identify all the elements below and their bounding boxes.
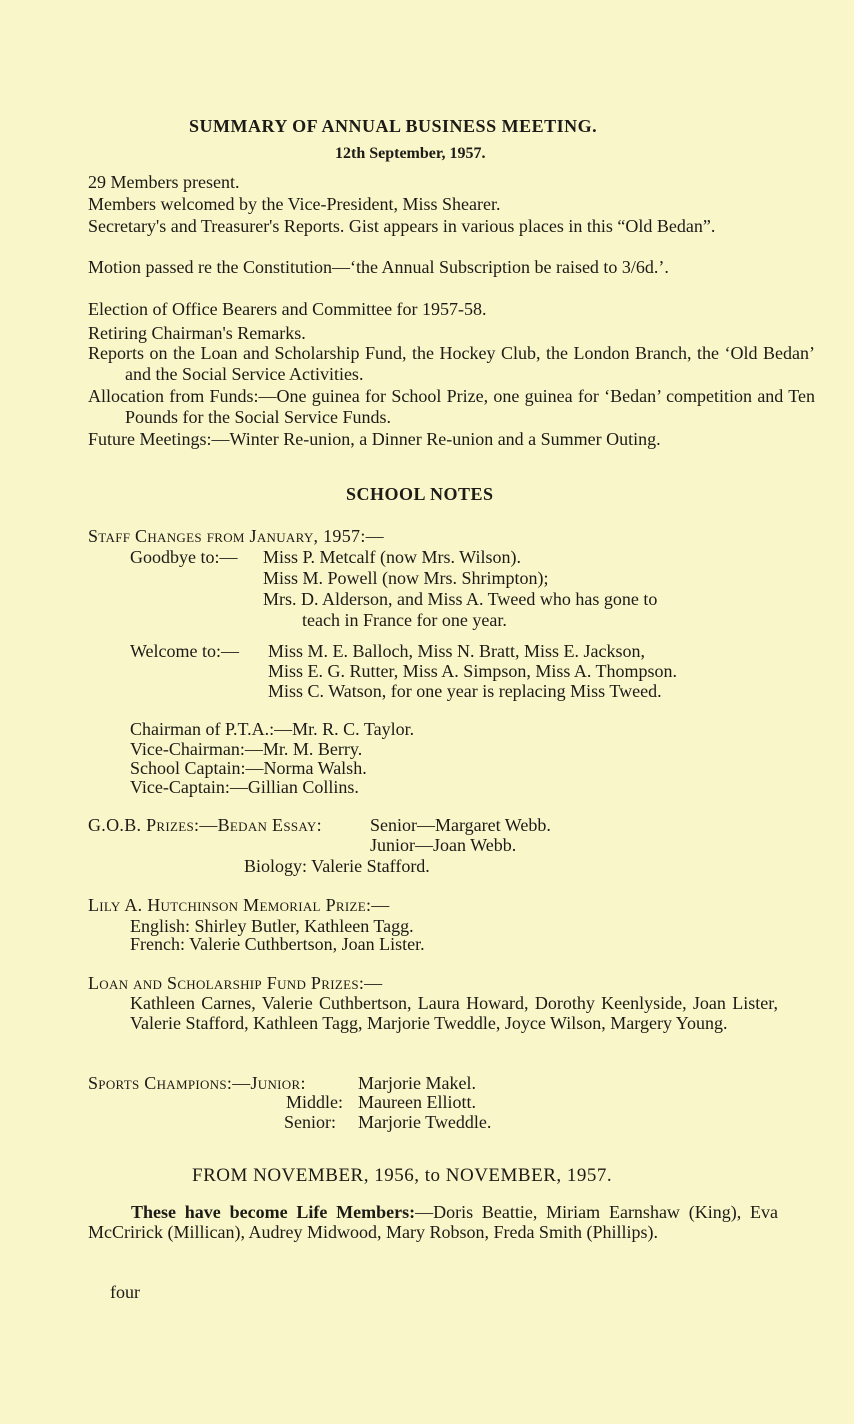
lily-prize-heading: Lily A. Hutchinson Memorial Prize:— bbox=[88, 895, 390, 915]
gob-junior: Junior—Joan Webb. bbox=[370, 835, 517, 855]
gob-biology: Biology: Valerie Stafford. bbox=[244, 856, 430, 876]
officer-line: School Captain:—Norma Walsh. bbox=[130, 758, 367, 778]
goodbye-label: Goodbye to:— bbox=[130, 547, 238, 567]
life-members-names: —Doris Beattie, Miriam Earnshaw (King), Eva McCririck (Millican), Audrey Midwood, Mary Robson, Freda Smith (Phillips). bbox=[88, 1202, 778, 1242]
sports-middle: Maureen Elliott. bbox=[358, 1092, 476, 1112]
goodbye-line: Mrs. D. Alderson, and Miss A. Tweed who has gone to bbox=[263, 589, 658, 609]
meeting-item: Members welcomed by the Vice-President, Miss Shearer. bbox=[88, 194, 501, 214]
meeting-item: Motion passed re the Constitution—‘the Annual Subscription be raised to 3/6d.’. bbox=[88, 257, 669, 277]
lily-english: English: Shirley Butler, Kathleen Tagg. bbox=[130, 916, 414, 936]
sports-junior: Marjorie Makel. bbox=[358, 1073, 476, 1093]
welcome-label: Welcome to:— bbox=[130, 641, 240, 661]
meeting-item: 29 Members present. bbox=[88, 172, 240, 192]
life-members-title: FROM NOVEMBER, 1956, to NOVEMBER, 1957. bbox=[192, 1165, 613, 1186]
meeting-date: 12th September, 1957. bbox=[335, 145, 486, 162]
sports-senior: Marjorie Tweddle. bbox=[358, 1112, 492, 1132]
school-notes-title: SCHOOL NOTES bbox=[346, 484, 494, 504]
meeting-item: Allocation from Funds:—One guinea for School Prize, one guinea for ‘Bedan’ competition and Ten Pounds for the Social Service Funds. bbox=[88, 386, 815, 427]
officer-line: Vice-Captain:—Gillian Collins. bbox=[130, 777, 359, 797]
sports-senior-label: Senior: bbox=[284, 1112, 336, 1132]
goodbye-line: Miss M. Powell (now Mrs. Shrimpton); bbox=[263, 568, 549, 588]
welcome-line: Miss C. Watson, for one year is replacing Miss Tweed. bbox=[268, 681, 662, 701]
meeting-item: Future Meetings:—Winter Re-union, a Dinner Re-union and a Summer Outing. bbox=[88, 429, 661, 449]
sports-champions-label: Sports Champions:—Junior: bbox=[88, 1073, 306, 1093]
welcome-line: Miss E. G. Rutter, Miss A. Simpson, Miss A. Thompson. bbox=[268, 661, 678, 681]
officer-line: Vice-Chairman:—Mr. M. Berry. bbox=[130, 739, 363, 759]
life-members-paragraph bbox=[88, 1202, 778, 1242]
gob-prizes-label: G.O.B. Prizes:—Bedan Essay: bbox=[88, 815, 322, 835]
lily-french: French: Valerie Cuthbertson, Joan Lister. bbox=[130, 934, 425, 954]
loan-prize-names: Kathleen Carnes, Valerie Cuthbertson, Laura Howard, Dorothy Keenlyside, Joan Lister, Valerie Stafford, Kathleen Tagg, Marjorie Tweddle, Joyce Wilson, Margery Young. bbox=[130, 993, 778, 1033]
meeting-item: Retiring Chairman's Remarks. bbox=[88, 323, 306, 343]
officer-line: Chairman of P.T.A.:—Mr. R. C. Taylor. bbox=[130, 719, 415, 739]
life-members-lead: These have become Life Members: bbox=[131, 1202, 416, 1222]
page-number: four bbox=[110, 1282, 140, 1302]
loan-prizes-heading: Loan and Scholarship Fund Prizes:— bbox=[88, 973, 383, 993]
goodbye-line: Miss P. Metcalf (now Mrs. Wilson). bbox=[263, 547, 521, 567]
meeting-title: SUMMARY OF ANNUAL BUSINESS MEETING. bbox=[189, 116, 598, 136]
meeting-item: Reports on the Loan and Scholarship Fund, the Hockey Club, the London Branch, the ‘Old Bedan’ and the Social Service Activities. bbox=[88, 343, 815, 384]
meeting-item: Election of Office Bearers and Committee for 1957-58. bbox=[88, 299, 487, 319]
meeting-item: Secretary's and Treasurer's Reports. Gist appears in various places in this “Old Bedan”. bbox=[88, 216, 716, 236]
goodbye-line: teach in France for one year. bbox=[302, 610, 507, 630]
staff-changes-heading: Staff Changes from January, 1957:— bbox=[88, 526, 384, 546]
welcome-line: Miss M. E. Balloch, Miss N. Bratt, Miss E. Jackson, bbox=[268, 641, 646, 661]
gob-senior: Senior—Margaret Webb. bbox=[370, 815, 551, 835]
sports-middle-label: Middle: bbox=[286, 1092, 343, 1112]
